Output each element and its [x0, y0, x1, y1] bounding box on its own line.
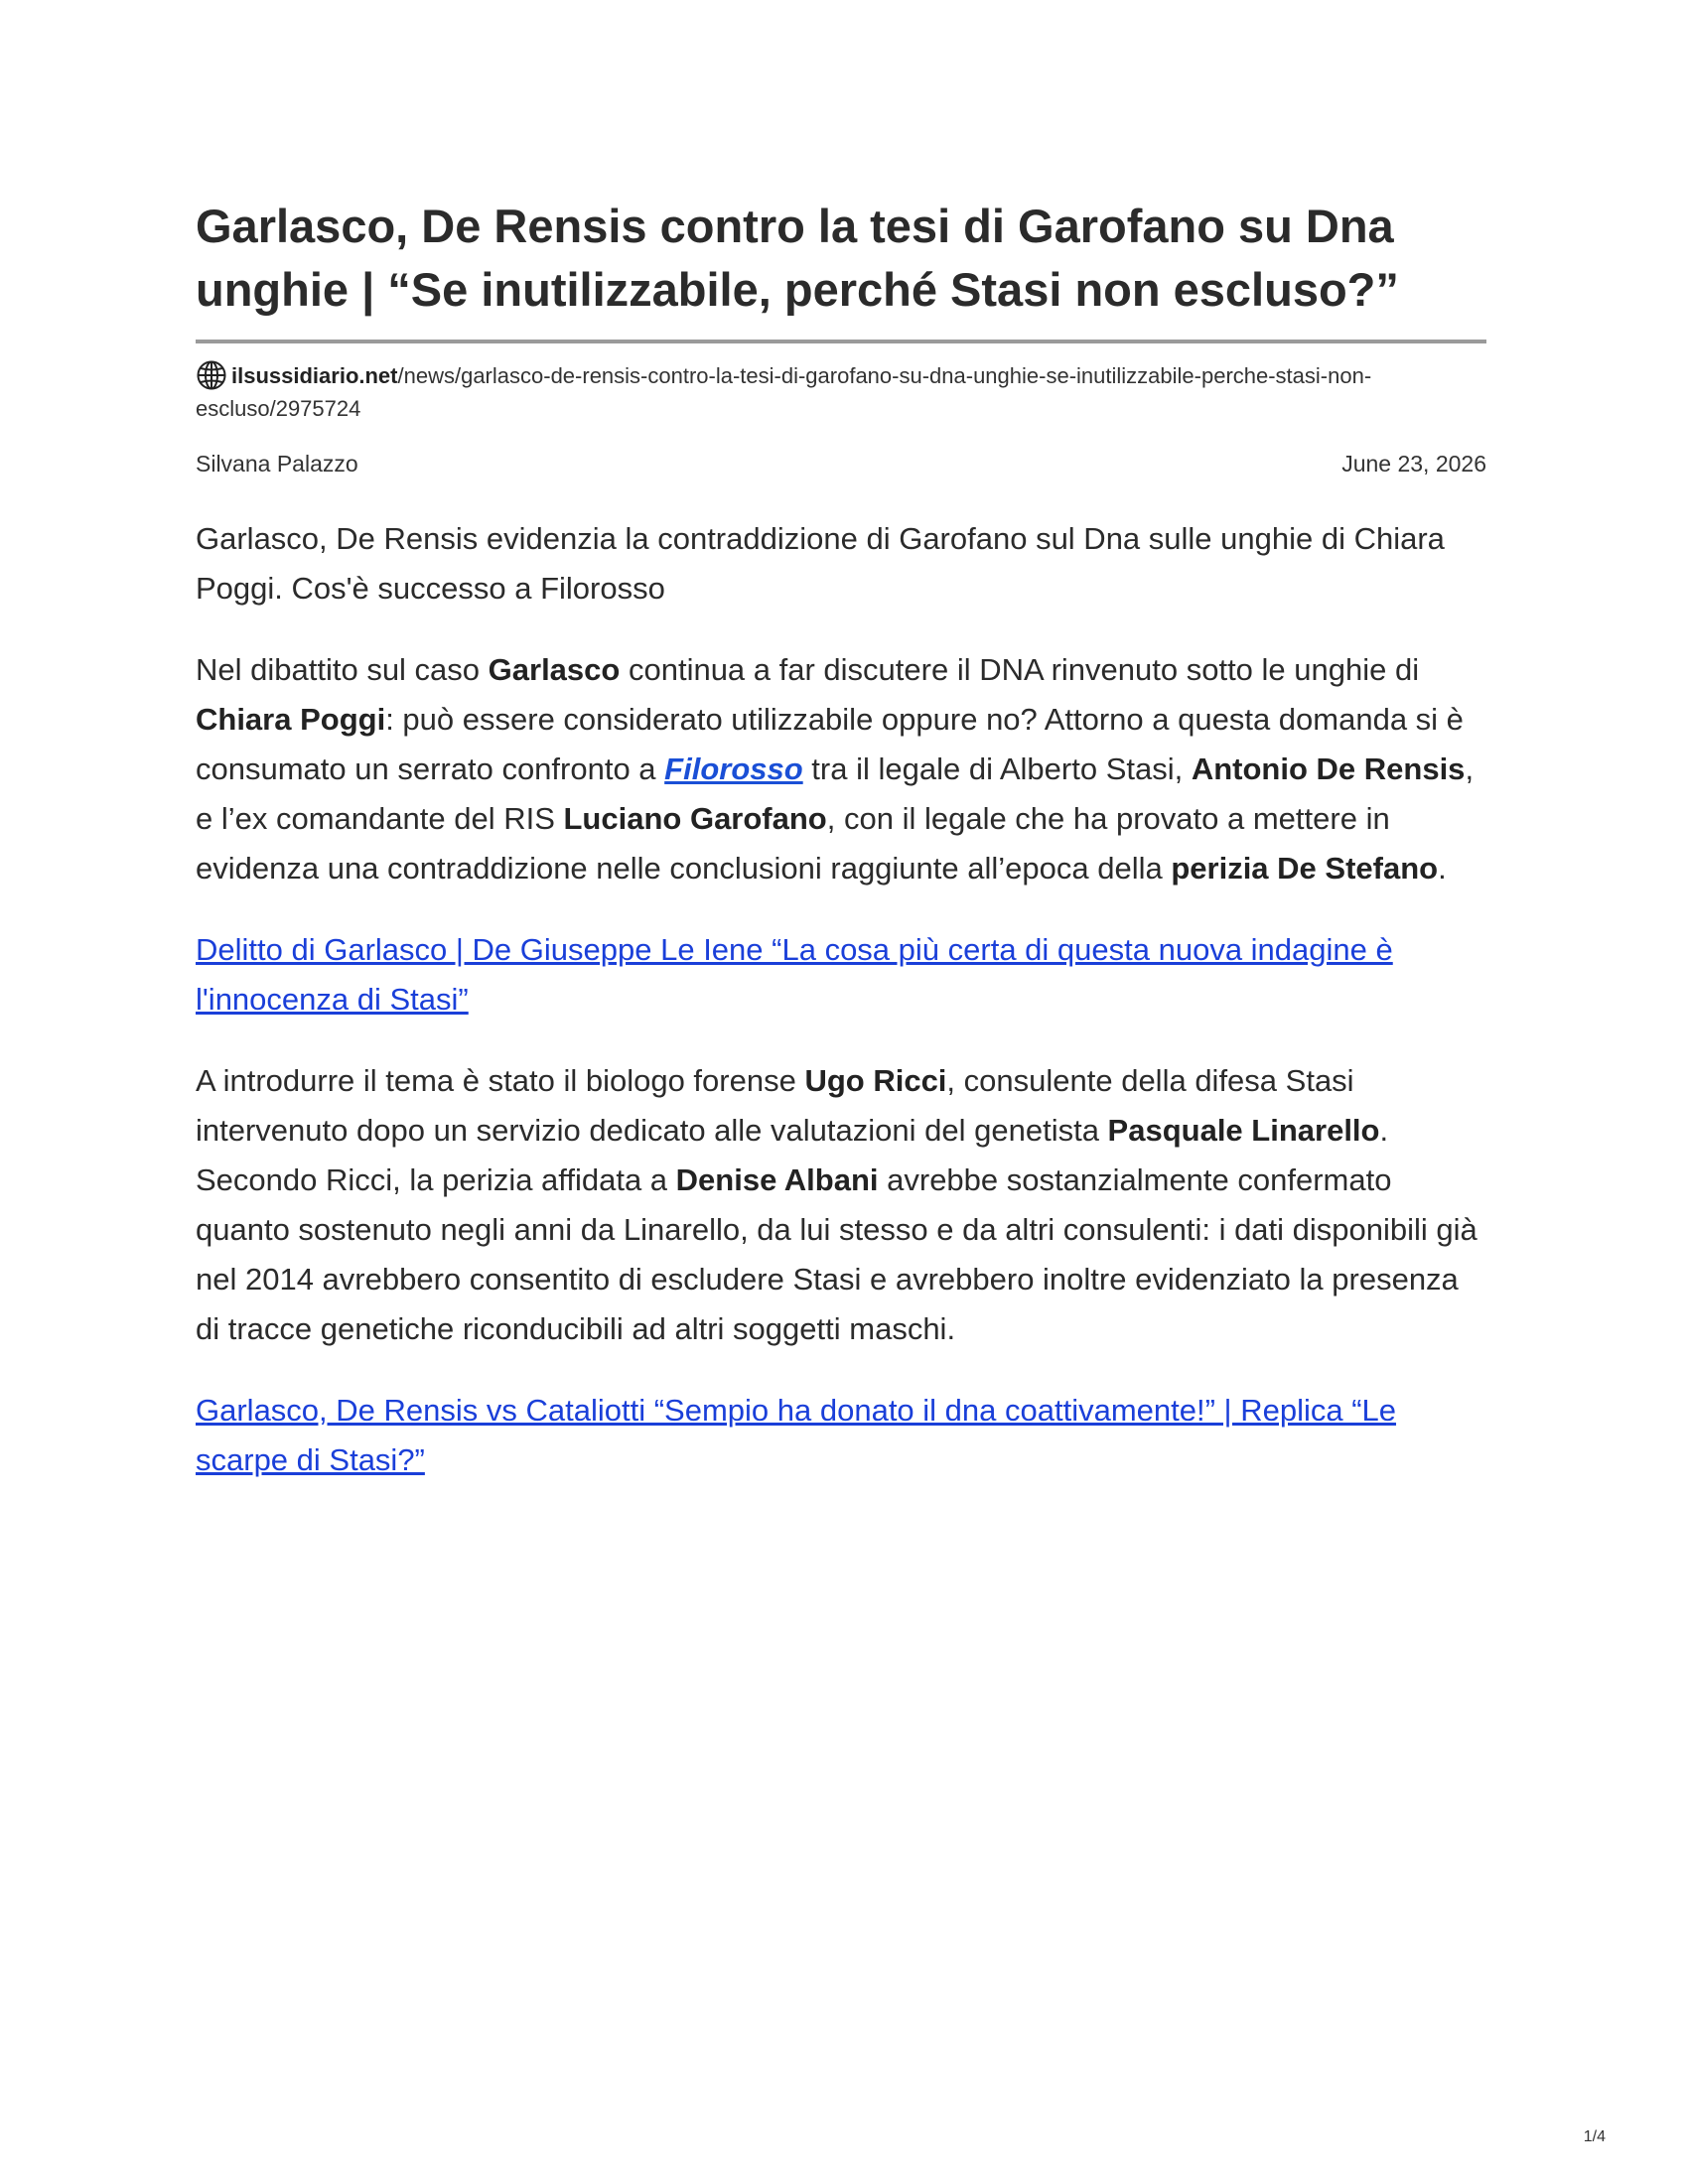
bold-text: Antonio De Rensis — [1191, 751, 1466, 786]
related-article-link-1[interactable]: Delitto di Garlasco | De Giuseppe Le Iene “La cosa più certa di questa nuova indagine è l'innocenza di Stasi” — [196, 932, 1393, 1017]
globe-icon — [196, 359, 227, 391]
bold-text: Denise Albani — [675, 1162, 879, 1197]
article — [196, 195, 1486, 1485]
filorosso-link[interactable]: Filorosso — [664, 751, 803, 786]
bold-text: Luciano Garofano — [563, 801, 827, 836]
article-title: Garlasco, De Rensis contro la tesi di Garofano su Dna unghie | “Se inutilizzabile, perché Stasi non escluso?” — [196, 200, 1399, 316]
page-number: 1/4 — [1583, 2128, 1606, 2145]
text: , e l’ex comandante del RIS — [196, 751, 1475, 836]
text: A introdurre il tema è stato il biologo forense — [196, 1063, 805, 1098]
source-url[interactable] — [196, 359, 1486, 425]
paragraph-1 — [196, 645, 1486, 893]
paragraph-2 — [196, 1056, 1486, 1354]
text: Nel dibattito sul caso — [196, 652, 489, 687]
text: : può essere considerato utilizzabile oppure no? Attorno a questa domanda si è consumato un serrato confronto a — [196, 702, 1464, 786]
text: . Secondo Ricci, la perizia affidata a — [196, 1113, 1389, 1197]
publish-date: June 23, 2026 — [1341, 451, 1486, 477]
title-divider — [196, 340, 1486, 343]
article-lead: Garlasco, De Rensis evidenzia la contraddizione di Garofano sul Dna sulle unghie di Chiara Poggi. Cos'è successo a Filorosso — [196, 521, 1445, 606]
related-article-link-2[interactable]: Garlasco, De Rensis vs Cataliotti “Sempio ha donato il dna coattivamente!” | Replica “Le scarpe di Stasi?” — [196, 1393, 1397, 1477]
text: , consulente della difesa Stasi intervenuto dopo un servizio dedicato alle valutazioni del genetista — [196, 1063, 1354, 1148]
bold-text: Pasquale Linarello — [1107, 1113, 1380, 1148]
source-path: /news/garlasco-de-rensis-contro-la-tesi-di-garofano-su-dna-unghie-se-inutilizzabile-perche-stasi-non-escluso/2975724 — [196, 363, 1372, 421]
text: . — [1438, 851, 1447, 886]
source-domain: ilsussidiario.net — [231, 363, 398, 388]
text: tra il legale di Alberto Stasi, — [802, 751, 1192, 786]
text: , con il legale che ha provato a mettere in evidenza una contraddizione nelle conclusioni raggiunte all’epoca della — [196, 801, 1390, 886]
bold-text: Chiara Poggi — [196, 702, 386, 737]
byline — [196, 449, 1486, 478]
author: Silvana Palazzo — [196, 451, 358, 477]
text: continua a far discutere il DNA rinvenuto sotto le unghie di — [620, 652, 1420, 687]
bold-text: perizia De Stefano — [1171, 851, 1439, 886]
bold-text: Garlasco — [488, 652, 621, 687]
bold-text: Ugo Ricci — [804, 1063, 947, 1098]
text: avrebbe sostanzialmente confermato quanto sostenuto negli anni da Linarello, da lui stesso e da altri consulenti: i dati disponibili già nel 2014 avrebbero consentito di escludere Stasi e avrebbero inoltre evidenziato la presenza di tracce genetiche riconducibili ad altri soggetti maschi. — [196, 1162, 1477, 1346]
